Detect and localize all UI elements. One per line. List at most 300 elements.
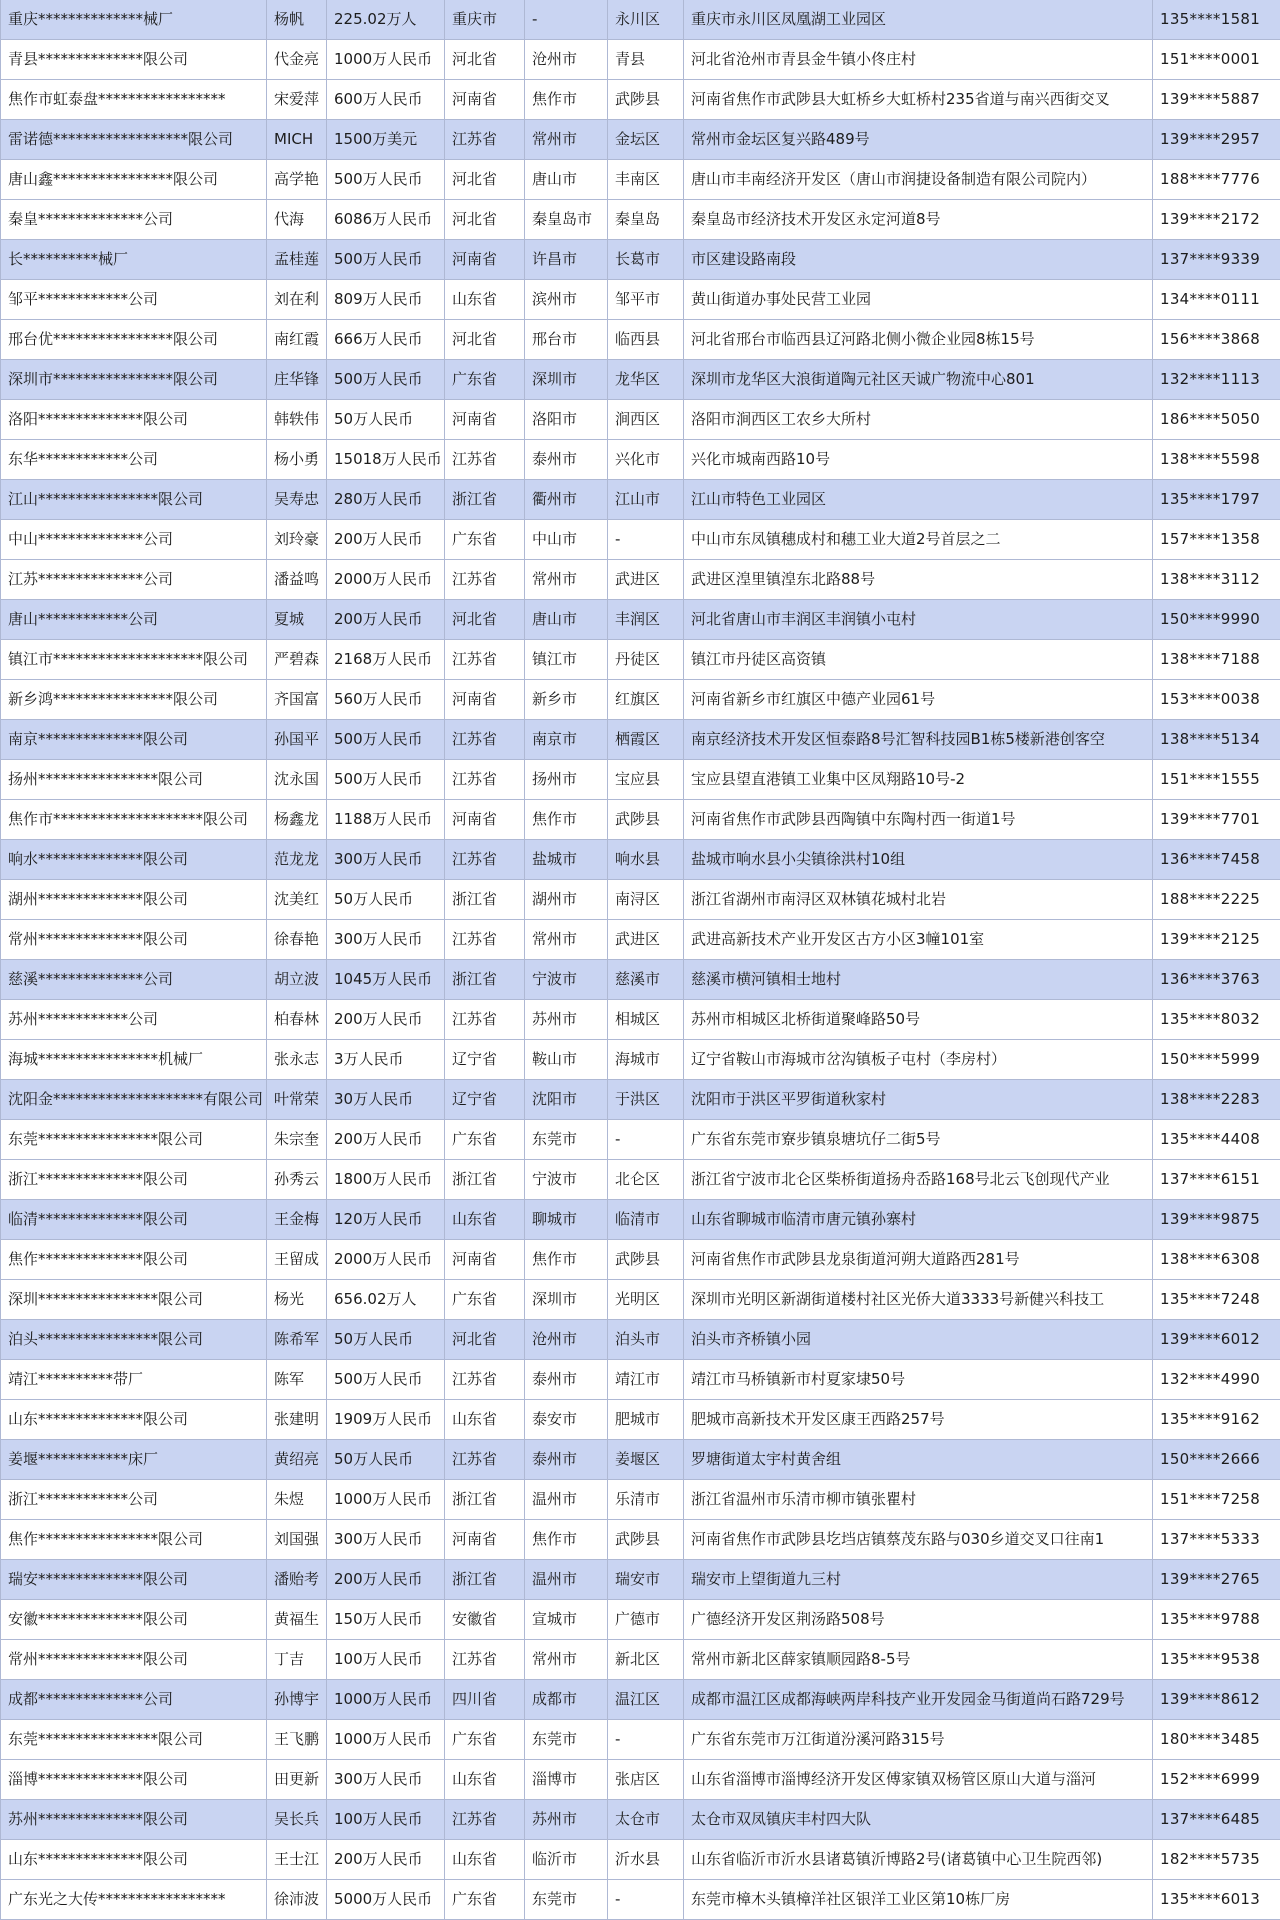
table-row[interactable] — [1, 1320, 1280, 1360]
phone-cell[interactable]: 137****5333 — [1153, 1520, 1280, 1560]
city-cell[interactable]: 深圳市 — [525, 360, 608, 400]
table-row[interactable] — [1, 600, 1280, 640]
table-row[interactable] — [1, 640, 1280, 680]
table-row[interactable] — [1, 680, 1280, 720]
phone-cell[interactable]: 139****7701 — [1153, 800, 1280, 840]
district-cell[interactable]: 宝应县 — [608, 760, 684, 800]
company-name-cell[interactable]: 焦作市********************限公司 — [1, 800, 267, 840]
phone-cell[interactable]: 139****2765 — [1153, 1560, 1280, 1600]
district-cell[interactable]: - — [608, 1120, 684, 1160]
registered-capital-cell[interactable]: 1000万人民币 — [327, 1680, 445, 1720]
city-cell[interactable]: 沧州市 — [525, 40, 608, 80]
phone-cell[interactable]: 136****3763 — [1153, 960, 1280, 1000]
registered-capital-cell[interactable]: 1500万美元 — [327, 120, 445, 160]
table-row[interactable] — [1, 1360, 1280, 1400]
legal-representative-cell[interactable]: 刘在利 — [267, 280, 327, 320]
legal-representative-cell[interactable]: 王金梅 — [267, 1200, 327, 1240]
company-name-cell[interactable]: 常州**************限公司 — [1, 1640, 267, 1680]
table-row[interactable] — [1, 560, 1280, 600]
city-cell[interactable]: 临沂市 — [525, 1840, 608, 1880]
address-cell[interactable]: 河南省焦作市武陟县圪垱店镇蔡茂东路与030乡道交叉口往南1 — [684, 1520, 1153, 1560]
registered-capital-cell[interactable]: 500万人民币 — [327, 160, 445, 200]
district-cell[interactable]: 南浔区 — [608, 880, 684, 920]
registered-capital-cell[interactable]: 1188万人民币 — [327, 800, 445, 840]
table-row[interactable] — [1, 480, 1280, 520]
phone-cell[interactable]: 137****6151 — [1153, 1160, 1280, 1200]
district-cell[interactable]: 张店区 — [608, 1760, 684, 1800]
province-cell[interactable]: 广东省 — [445, 1120, 525, 1160]
table-row[interactable] — [1, 1800, 1280, 1840]
registered-capital-cell[interactable]: 300万人民币 — [327, 840, 445, 880]
address-cell[interactable]: 浙江省温州市乐清市柳市镇张瞿村 — [684, 1480, 1153, 1520]
province-cell[interactable]: 江苏省 — [445, 1360, 525, 1400]
registered-capital-cell[interactable]: 5000万人民币 — [327, 1880, 445, 1920]
city-cell[interactable]: 宁波市 — [525, 1160, 608, 1200]
province-cell[interactable]: 河南省 — [445, 240, 525, 280]
table-row[interactable] — [1, 200, 1280, 240]
phone-cell[interactable]: 138****6308 — [1153, 1240, 1280, 1280]
district-cell[interactable]: 武进区 — [608, 560, 684, 600]
company-name-cell[interactable]: 常州**************限公司 — [1, 920, 267, 960]
city-cell[interactable]: 泰州市 — [525, 440, 608, 480]
phone-cell[interactable]: 139****6012 — [1153, 1320, 1280, 1360]
province-cell[interactable]: 浙江省 — [445, 880, 525, 920]
company-name-cell[interactable]: 秦皇**************公司 — [1, 200, 267, 240]
province-cell[interactable]: 河南省 — [445, 400, 525, 440]
city-cell[interactable]: 秦皇岛市 — [525, 200, 608, 240]
company-name-cell[interactable]: 沈阳金********************有限公司 — [1, 1080, 267, 1120]
city-cell[interactable]: 苏州市 — [525, 1800, 608, 1840]
district-cell[interactable]: 武陟县 — [608, 1240, 684, 1280]
phone-cell[interactable]: 139****8612 — [1153, 1680, 1280, 1720]
province-cell[interactable]: 江苏省 — [445, 720, 525, 760]
registered-capital-cell[interactable]: 200万人民币 — [327, 1840, 445, 1880]
legal-representative-cell[interactable]: 孟桂莲 — [267, 240, 327, 280]
address-cell[interactable]: 泊头市齐桥镇小园 — [684, 1320, 1153, 1360]
address-cell[interactable]: 山东省聊城市临清市唐元镇孙寨村 — [684, 1200, 1153, 1240]
legal-representative-cell[interactable]: 王飞鹏 — [267, 1720, 327, 1760]
phone-cell[interactable]: 153****0038 — [1153, 680, 1280, 720]
table-row[interactable] — [1, 880, 1280, 920]
company-name-cell[interactable]: 江山****************限公司 — [1, 480, 267, 520]
legal-representative-cell[interactable]: 柏春林 — [267, 1000, 327, 1040]
phone-cell[interactable]: 150****2666 — [1153, 1440, 1280, 1480]
address-cell[interactable]: 广东省东莞市寮步镇泉塘坑仔二街5号 — [684, 1120, 1153, 1160]
registered-capital-cell[interactable]: 2000万人民币 — [327, 560, 445, 600]
table-row[interactable] — [1, 360, 1280, 400]
city-cell[interactable]: 中山市 — [525, 520, 608, 560]
company-name-cell[interactable]: 邹平************公司 — [1, 280, 267, 320]
company-name-cell[interactable]: 苏州************公司 — [1, 1000, 267, 1040]
province-cell[interactable]: 江苏省 — [445, 920, 525, 960]
address-cell[interactable]: 成都市温江区成都海峡两岸科技产业开发园金马街道尚石路729号 — [684, 1680, 1153, 1720]
district-cell[interactable]: 相城区 — [608, 1000, 684, 1040]
phone-cell[interactable]: 182****5735 — [1153, 1840, 1280, 1880]
phone-cell[interactable]: 188****7776 — [1153, 160, 1280, 200]
table-row[interactable] — [1, 440, 1280, 480]
district-cell[interactable]: 瑞安市 — [608, 1560, 684, 1600]
company-name-cell[interactable]: 雷诺德******************限公司 — [1, 120, 267, 160]
address-cell[interactable]: 河北省唐山市丰润区丰润镇小屯村 — [684, 600, 1153, 640]
address-cell[interactable]: 武进高新技术产业开发区古方小区3幢101室 — [684, 920, 1153, 960]
phone-cell[interactable]: 188****2225 — [1153, 880, 1280, 920]
legal-representative-cell[interactable]: 陈军 — [267, 1360, 327, 1400]
province-cell[interactable]: 山东省 — [445, 1400, 525, 1440]
registered-capital-cell[interactable]: 50万人民币 — [327, 880, 445, 920]
company-name-cell[interactable]: 镇江市********************限公司 — [1, 640, 267, 680]
company-name-cell[interactable]: 山东**************限公司 — [1, 1840, 267, 1880]
city-cell[interactable]: 镇江市 — [525, 640, 608, 680]
company-name-cell[interactable]: 慈溪**************公司 — [1, 960, 267, 1000]
registered-capital-cell[interactable]: 560万人民币 — [327, 680, 445, 720]
province-cell[interactable]: 重庆市 — [445, 0, 525, 40]
legal-representative-cell[interactable]: 黄福生 — [267, 1600, 327, 1640]
company-name-cell[interactable]: 洛阳**************限公司 — [1, 400, 267, 440]
company-name-cell[interactable]: 焦作****************限公司 — [1, 1520, 267, 1560]
company-name-cell[interactable]: 长**********械厂 — [1, 240, 267, 280]
district-cell[interactable]: 栖霞区 — [608, 720, 684, 760]
phone-cell[interactable]: 136****7458 — [1153, 840, 1280, 880]
company-name-cell[interactable]: 焦作市虹泰盘***************** — [1, 80, 267, 120]
province-cell[interactable]: 山东省 — [445, 1760, 525, 1800]
company-name-cell[interactable]: 唐山鑫****************限公司 — [1, 160, 267, 200]
province-cell[interactable]: 河南省 — [445, 800, 525, 840]
registered-capital-cell[interactable]: 809万人民币 — [327, 280, 445, 320]
address-cell[interactable]: 浙江省宁波市北仑区柴桥街道扬舟岙路168号北云飞创现代产业 — [684, 1160, 1153, 1200]
registered-capital-cell[interactable]: 1000万人民币 — [327, 40, 445, 80]
company-name-cell[interactable]: 扬州****************限公司 — [1, 760, 267, 800]
registered-capital-cell[interactable]: 150万人民币 — [327, 1600, 445, 1640]
province-cell[interactable]: 江苏省 — [445, 640, 525, 680]
table-row[interactable] — [1, 1280, 1280, 1320]
registered-capital-cell[interactable]: 1000万人民币 — [327, 1480, 445, 1520]
registered-capital-cell[interactable]: 500万人民币 — [327, 720, 445, 760]
address-cell[interactable]: 辽宁省鞍山市海城市岔沟镇板子屯村（李房村） — [684, 1040, 1153, 1080]
registered-capital-cell[interactable]: 3万人民币 — [327, 1040, 445, 1080]
phone-cell[interactable]: 135****4408 — [1153, 1120, 1280, 1160]
legal-representative-cell[interactable]: 孙国平 — [267, 720, 327, 760]
company-name-cell[interactable]: 东莞****************限公司 — [1, 1120, 267, 1160]
address-cell[interactable]: 河南省焦作市武陟县大虹桥乡大虹桥村235省道与南兴西街交叉 — [684, 80, 1153, 120]
address-cell[interactable]: 河南省新乡市红旗区中德产业园61号 — [684, 680, 1153, 720]
phone-cell[interactable]: 134****0111 — [1153, 280, 1280, 320]
address-cell[interactable]: 秦皇岛市经济技术开发区永定河道8号 — [684, 200, 1153, 240]
company-name-cell[interactable]: 海城****************机械厂 — [1, 1040, 267, 1080]
company-name-cell[interactable]: 南京**************限公司 — [1, 720, 267, 760]
district-cell[interactable]: 光明区 — [608, 1280, 684, 1320]
district-cell[interactable]: 青县 — [608, 40, 684, 80]
legal-representative-cell[interactable]: 徐沛波 — [267, 1880, 327, 1920]
province-cell[interactable]: 河南省 — [445, 680, 525, 720]
address-cell[interactable]: 浙江省湖州市南浔区双林镇花城村北岩 — [684, 880, 1153, 920]
company-name-cell[interactable]: 瑞安**************限公司 — [1, 1560, 267, 1600]
district-cell[interactable]: 姜堰区 — [608, 1440, 684, 1480]
address-cell[interactable]: 靖江市马桥镇新市村夏家埭50号 — [684, 1360, 1153, 1400]
district-cell[interactable]: 泊头市 — [608, 1320, 684, 1360]
phone-cell[interactable]: 137****9339 — [1153, 240, 1280, 280]
province-cell[interactable]: 河北省 — [445, 600, 525, 640]
company-name-cell[interactable]: 响水**************限公司 — [1, 840, 267, 880]
phone-cell[interactable]: 135****1581 — [1153, 0, 1280, 40]
city-cell[interactable]: 东莞市 — [525, 1720, 608, 1760]
company-name-cell[interactable]: 成都**************公司 — [1, 1680, 267, 1720]
legal-representative-cell[interactable]: 沈永国 — [267, 760, 327, 800]
district-cell[interactable]: 沂水县 — [608, 1840, 684, 1880]
city-cell[interactable]: 常州市 — [525, 920, 608, 960]
city-cell[interactable]: 盐城市 — [525, 840, 608, 880]
legal-representative-cell[interactable]: 黄绍亮 — [267, 1440, 327, 1480]
table-row[interactable] — [1, 280, 1280, 320]
table-row[interactable] — [1, 1880, 1280, 1920]
phone-cell[interactable]: 139****9875 — [1153, 1200, 1280, 1240]
company-name-cell[interactable]: 焦作**************限公司 — [1, 1240, 267, 1280]
company-name-cell[interactable]: 东莞****************限公司 — [1, 1720, 267, 1760]
city-cell[interactable]: 唐山市 — [525, 600, 608, 640]
legal-representative-cell[interactable]: 孙博宇 — [267, 1680, 327, 1720]
province-cell[interactable]: 浙江省 — [445, 1480, 525, 1520]
district-cell[interactable]: 涧西区 — [608, 400, 684, 440]
address-cell[interactable]: 常州市金坛区复兴路489号 — [684, 120, 1153, 160]
table-row[interactable] — [1, 80, 1280, 120]
registered-capital-cell[interactable]: 300万人民币 — [327, 1760, 445, 1800]
province-cell[interactable]: 四川省 — [445, 1680, 525, 1720]
table-row[interactable] — [1, 1000, 1280, 1040]
province-cell[interactable]: 江苏省 — [445, 1000, 525, 1040]
city-cell[interactable]: 许昌市 — [525, 240, 608, 280]
table-row[interactable] — [1, 1400, 1280, 1440]
registered-capital-cell[interactable]: 1045万人民币 — [327, 960, 445, 1000]
table-row[interactable] — [1, 1040, 1280, 1080]
province-cell[interactable]: 浙江省 — [445, 960, 525, 1000]
registered-capital-cell[interactable]: 666万人民币 — [327, 320, 445, 360]
address-cell[interactable]: 肥城市高新技术开发区康王西路257号 — [684, 1400, 1153, 1440]
registered-capital-cell[interactable]: 200万人民币 — [327, 1560, 445, 1600]
province-cell[interactable]: 浙江省 — [445, 1160, 525, 1200]
province-cell[interactable]: 广东省 — [445, 520, 525, 560]
company-name-cell[interactable]: 中山**************公司 — [1, 520, 267, 560]
company-name-cell[interactable]: 新乡鸿****************限公司 — [1, 680, 267, 720]
company-name-cell[interactable]: 安徽**************限公司 — [1, 1600, 267, 1640]
city-cell[interactable]: 沧州市 — [525, 1320, 608, 1360]
company-name-cell[interactable]: 东华************公司 — [1, 440, 267, 480]
city-cell[interactable]: - — [525, 0, 608, 40]
table-row[interactable] — [1, 120, 1280, 160]
address-cell[interactable]: 山东省临沂市沂水县诸葛镇沂博路2号(诸葛镇中心卫生院西邻) — [684, 1840, 1153, 1880]
legal-representative-cell[interactable]: 潘益鸣 — [267, 560, 327, 600]
company-name-cell[interactable]: 姜堰************床厂 — [1, 1440, 267, 1480]
company-name-cell[interactable]: 青县**************限公司 — [1, 40, 267, 80]
legal-representative-cell[interactable]: 南红霞 — [267, 320, 327, 360]
phone-cell[interactable]: 135****8032 — [1153, 1000, 1280, 1040]
district-cell[interactable]: 太仓市 — [608, 1800, 684, 1840]
table-row[interactable] — [1, 1240, 1280, 1280]
district-cell[interactable]: 广德市 — [608, 1600, 684, 1640]
registered-capital-cell[interactable]: 100万人民币 — [327, 1640, 445, 1680]
district-cell[interactable]: 永川区 — [608, 0, 684, 40]
company-name-cell[interactable]: 江苏**************公司 — [1, 560, 267, 600]
phone-cell[interactable]: 137****6485 — [1153, 1800, 1280, 1840]
registered-capital-cell[interactable]: 30万人民币 — [327, 1080, 445, 1120]
district-cell[interactable]: 江山市 — [608, 480, 684, 520]
city-cell[interactable]: 宣城市 — [525, 1600, 608, 1640]
district-cell[interactable]: - — [608, 1880, 684, 1920]
registered-capital-cell[interactable]: 300万人民币 — [327, 1520, 445, 1560]
province-cell[interactable]: 辽宁省 — [445, 1040, 525, 1080]
province-cell[interactable]: 江苏省 — [445, 760, 525, 800]
legal-representative-cell[interactable]: 沈美红 — [267, 880, 327, 920]
legal-representative-cell[interactable]: 庄华锋 — [267, 360, 327, 400]
legal-representative-cell[interactable]: 徐春艳 — [267, 920, 327, 960]
legal-representative-cell[interactable]: 杨小勇 — [267, 440, 327, 480]
legal-representative-cell[interactable]: 孙秀云 — [267, 1160, 327, 1200]
legal-representative-cell[interactable]: 丁吉 — [267, 1640, 327, 1680]
province-cell[interactable]: 河北省 — [445, 160, 525, 200]
phone-cell[interactable]: 157****1358 — [1153, 520, 1280, 560]
registered-capital-cell[interactable]: 50万人民币 — [327, 1320, 445, 1360]
table-row[interactable] — [1, 760, 1280, 800]
company-name-cell[interactable]: 淄博**************限公司 — [1, 1760, 267, 1800]
address-cell[interactable]: 重庆市永川区凤凰湖工业园区 — [684, 0, 1153, 40]
company-name-cell[interactable]: 泊头****************限公司 — [1, 1320, 267, 1360]
city-cell[interactable]: 沈阳市 — [525, 1080, 608, 1120]
legal-representative-cell[interactable]: 宋爱萍 — [267, 80, 327, 120]
city-cell[interactable]: 南京市 — [525, 720, 608, 760]
address-cell[interactable]: 河北省邢台市临西县辽河路北侧小微企业园8栋15号 — [684, 320, 1153, 360]
legal-representative-cell[interactable]: 陈希军 — [267, 1320, 327, 1360]
registered-capital-cell[interactable]: 500万人民币 — [327, 360, 445, 400]
district-cell[interactable]: 海城市 — [608, 1040, 684, 1080]
phone-cell[interactable]: 139****2957 — [1153, 120, 1280, 160]
province-cell[interactable]: 广东省 — [445, 360, 525, 400]
district-cell[interactable]: 金坛区 — [608, 120, 684, 160]
district-cell[interactable]: 肥城市 — [608, 1400, 684, 1440]
table-row[interactable] — [1, 1720, 1280, 1760]
province-cell[interactable]: 江苏省 — [445, 1640, 525, 1680]
address-cell[interactable]: 盐城市响水县小尖镇徐洪村10组 — [684, 840, 1153, 880]
registered-capital-cell[interactable]: 200万人民币 — [327, 1000, 445, 1040]
province-cell[interactable]: 河南省 — [445, 1520, 525, 1560]
city-cell[interactable]: 鞍山市 — [525, 1040, 608, 1080]
address-cell[interactable]: 广德经济开发区荆汤路508号 — [684, 1600, 1153, 1640]
legal-representative-cell[interactable]: 高学艳 — [267, 160, 327, 200]
district-cell[interactable]: 龙华区 — [608, 360, 684, 400]
registered-capital-cell[interactable]: 100万人民币 — [327, 1800, 445, 1840]
district-cell[interactable]: - — [608, 520, 684, 560]
city-cell[interactable]: 焦作市 — [525, 800, 608, 840]
address-cell[interactable]: 宝应县望直港镇工业集中区凤翔路10号-2 — [684, 760, 1153, 800]
table-row[interactable] — [1, 40, 1280, 80]
company-name-cell[interactable]: 唐山************公司 — [1, 600, 267, 640]
address-cell[interactable]: 深圳市龙华区大浪街道陶元社区天诚广物流中心801 — [684, 360, 1153, 400]
address-cell[interactable]: 武进区湟里镇湟东北路88号 — [684, 560, 1153, 600]
city-cell[interactable]: 新乡市 — [525, 680, 608, 720]
table-row[interactable] — [1, 160, 1280, 200]
phone-cell[interactable]: 135****9162 — [1153, 1400, 1280, 1440]
legal-representative-cell[interactable]: 齐国富 — [267, 680, 327, 720]
phone-cell[interactable]: 138****5134 — [1153, 720, 1280, 760]
city-cell[interactable]: 扬州市 — [525, 760, 608, 800]
province-cell[interactable]: 广东省 — [445, 1280, 525, 1320]
address-cell[interactable]: 兴化市城南西路10号 — [684, 440, 1153, 480]
district-cell[interactable]: 武陟县 — [608, 80, 684, 120]
company-name-cell[interactable]: 广东光之大传***************** — [1, 1880, 267, 1920]
province-cell[interactable]: 江苏省 — [445, 120, 525, 160]
table-row[interactable] — [1, 960, 1280, 1000]
table-row[interactable] — [1, 840, 1280, 880]
province-cell[interactable]: 江苏省 — [445, 840, 525, 880]
company-name-cell[interactable]: 重庆**************械厂 — [1, 0, 267, 40]
table-row[interactable] — [1, 1080, 1280, 1120]
district-cell[interactable]: 秦皇岛 — [608, 200, 684, 240]
district-cell[interactable]: 于洪区 — [608, 1080, 684, 1120]
table-row[interactable] — [1, 920, 1280, 960]
legal-representative-cell[interactable]: 胡立波 — [267, 960, 327, 1000]
province-cell[interactable]: 广东省 — [445, 1880, 525, 1920]
district-cell[interactable]: 武陟县 — [608, 1520, 684, 1560]
address-cell[interactable]: 河南省焦作市武陟县西陶镇中东陶村西一街道1号 — [684, 800, 1153, 840]
district-cell[interactable]: - — [608, 1720, 684, 1760]
province-cell[interactable]: 浙江省 — [445, 1560, 525, 1600]
legal-representative-cell[interactable]: 杨鑫龙 — [267, 800, 327, 840]
phone-cell[interactable]: 180****3485 — [1153, 1720, 1280, 1760]
registered-capital-cell[interactable]: 225.02万人 — [327, 0, 445, 40]
district-cell[interactable]: 丰南区 — [608, 160, 684, 200]
district-cell[interactable]: 临西县 — [608, 320, 684, 360]
district-cell[interactable]: 北仑区 — [608, 1160, 684, 1200]
legal-representative-cell[interactable]: 王士江 — [267, 1840, 327, 1880]
city-cell[interactable]: 东莞市 — [525, 1880, 608, 1920]
registered-capital-cell[interactable]: 600万人民币 — [327, 80, 445, 120]
city-cell[interactable]: 苏州市 — [525, 1000, 608, 1040]
legal-representative-cell[interactable]: 杨帆 — [267, 0, 327, 40]
address-cell[interactable]: 慈溪市横河镇相士地村 — [684, 960, 1153, 1000]
district-cell[interactable]: 丹徒区 — [608, 640, 684, 680]
company-name-cell[interactable]: 深圳****************限公司 — [1, 1280, 267, 1320]
phone-cell[interactable]: 135****1797 — [1153, 480, 1280, 520]
province-cell[interactable]: 安徽省 — [445, 1600, 525, 1640]
city-cell[interactable]: 湖州市 — [525, 880, 608, 920]
city-cell[interactable]: 洛阳市 — [525, 400, 608, 440]
address-cell[interactable]: 罗塘街道太宇村黄舍组 — [684, 1440, 1153, 1480]
address-cell[interactable]: 江山市特色工业园区 — [684, 480, 1153, 520]
company-name-cell[interactable]: 苏州**************限公司 — [1, 1800, 267, 1840]
phone-cell[interactable]: 139****2125 — [1153, 920, 1280, 960]
legal-representative-cell[interactable]: 张永志 — [267, 1040, 327, 1080]
phone-cell[interactable]: 138****5598 — [1153, 440, 1280, 480]
phone-cell[interactable]: 156****3868 — [1153, 320, 1280, 360]
legal-representative-cell[interactable]: 范龙龙 — [267, 840, 327, 880]
legal-representative-cell[interactable]: 严碧森 — [267, 640, 327, 680]
registered-capital-cell[interactable]: 1000万人民币 — [327, 1720, 445, 1760]
address-cell[interactable]: 瑞安市上望街道九三村 — [684, 1560, 1153, 1600]
registered-capital-cell[interactable]: 656.02万人 — [327, 1280, 445, 1320]
table-row[interactable] — [1, 1600, 1280, 1640]
province-cell[interactable]: 辽宁省 — [445, 1080, 525, 1120]
province-cell[interactable]: 河南省 — [445, 80, 525, 120]
district-cell[interactable]: 红旗区 — [608, 680, 684, 720]
city-cell[interactable]: 常州市 — [525, 1640, 608, 1680]
legal-representative-cell[interactable]: 田更新 — [267, 1760, 327, 1800]
province-cell[interactable]: 江苏省 — [445, 440, 525, 480]
city-cell[interactable]: 常州市 — [525, 560, 608, 600]
district-cell[interactable]: 临清市 — [608, 1200, 684, 1240]
registered-capital-cell[interactable]: 200万人民币 — [327, 1120, 445, 1160]
legal-representative-cell[interactable]: 代海 — [267, 200, 327, 240]
province-cell[interactable]: 河北省 — [445, 1320, 525, 1360]
city-cell[interactable]: 衢州市 — [525, 480, 608, 520]
district-cell[interactable]: 慈溪市 — [608, 960, 684, 1000]
phone-cell[interactable]: 135****9538 — [1153, 1640, 1280, 1680]
